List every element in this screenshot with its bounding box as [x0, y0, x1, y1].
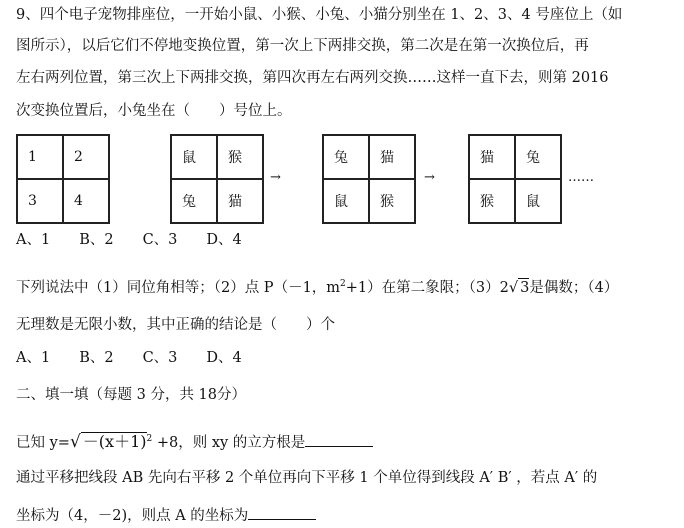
- cell: 1: [17, 135, 63, 179]
- sqrt-arg: －(x＋1): [82, 431, 147, 451]
- cell: 4: [63, 179, 109, 223]
- cell: 猴: [469, 179, 515, 223]
- arrow-icon: →: [270, 170, 281, 185]
- text: 坐标为（4，－2)，则点 A 的坐标为: [16, 508, 249, 524]
- q10-line1: 下列说法中（1）同位角相等；（2）点 P（－1，$m^2+1$）在第二象限；（3）2√ 3是偶数；（4）: [16, 279, 619, 296]
- q9-line: 图所示），以后它们不停地变换位置，第一次上下两排交换，第二次是在第一次换位后，再: [16, 38, 589, 54]
- cell: 猫: [369, 135, 415, 179]
- cell: 猴: [369, 179, 415, 223]
- text: +8，则 xy 的立方根是: [152, 434, 306, 451]
- cell: 兔: [171, 179, 217, 223]
- q9-line: 次变换位置后，小兔坐在（ ）号位上。: [16, 103, 292, 119]
- q9-options: A、1 B、2 C、3 D、4: [16, 232, 242, 248]
- superscript: 2: [340, 279, 346, 289]
- arrow-icon: →: [424, 170, 435, 185]
- cell: 鼠: [323, 179, 369, 223]
- answer-blank[interactable]: [305, 432, 373, 447]
- answer-blank[interactable]: [248, 505, 316, 520]
- text: 是偶数；（4）: [529, 279, 619, 296]
- cell: 兔: [323, 135, 369, 179]
- seat-grid-3: [322, 134, 416, 224]
- q10-line2: 无理数是无限小数，其中正确的结论是（ ）个: [16, 317, 335, 333]
- text: 已知 y=: [16, 434, 70, 451]
- cell: 兔: [515, 135, 561, 179]
- q12-line1: 通过平移把线段 AB 先向右平移 2 个单位再向下平移 1 个单位得到线段 A′ B′ ，若点 A′ 的: [16, 470, 598, 486]
- seat-grid-4: [468, 134, 562, 224]
- cell: 猫: [469, 135, 515, 179]
- q11: 已知 $y=√ -(x+1)^2 +8$，则 xy 的立方根是: [16, 430, 373, 452]
- seat-grid-2: [170, 134, 264, 224]
- text: +1）在第二象限；（3）2: [345, 279, 509, 296]
- sqrt-arg: 3: [520, 279, 530, 296]
- text: 下列说法中（1）同位角相等；（2）点 P（－1，m: [16, 279, 341, 296]
- cell: 猫: [217, 179, 263, 223]
- q10-options: A、1 B、2 C、3 D、4: [16, 350, 242, 366]
- cell: 3: [17, 179, 63, 223]
- cell: 猴: [217, 135, 263, 179]
- q9-line: 9、四个电子宠物排座位，一开始小鼠、小猴、小兔、小猫分别坐在 1、2、3、4 号座位上（如: [16, 7, 623, 23]
- cell: 鼠: [515, 179, 561, 223]
- q9-line: 左右两列位置，第三次上下两排交换，第四次再左右两列交换……这样一直下去，则第 2016: [16, 70, 609, 86]
- ellipsis: ……: [568, 170, 594, 185]
- q12-line2: [16, 505, 316, 525]
- cell: 鼠: [171, 135, 217, 179]
- seat-grid-1: [16, 134, 110, 224]
- cell: 2: [63, 135, 109, 179]
- superscript: 2: [146, 434, 153, 444]
- section-heading: 二、填一填（每题 3 分，共 18分）: [16, 387, 247, 403]
